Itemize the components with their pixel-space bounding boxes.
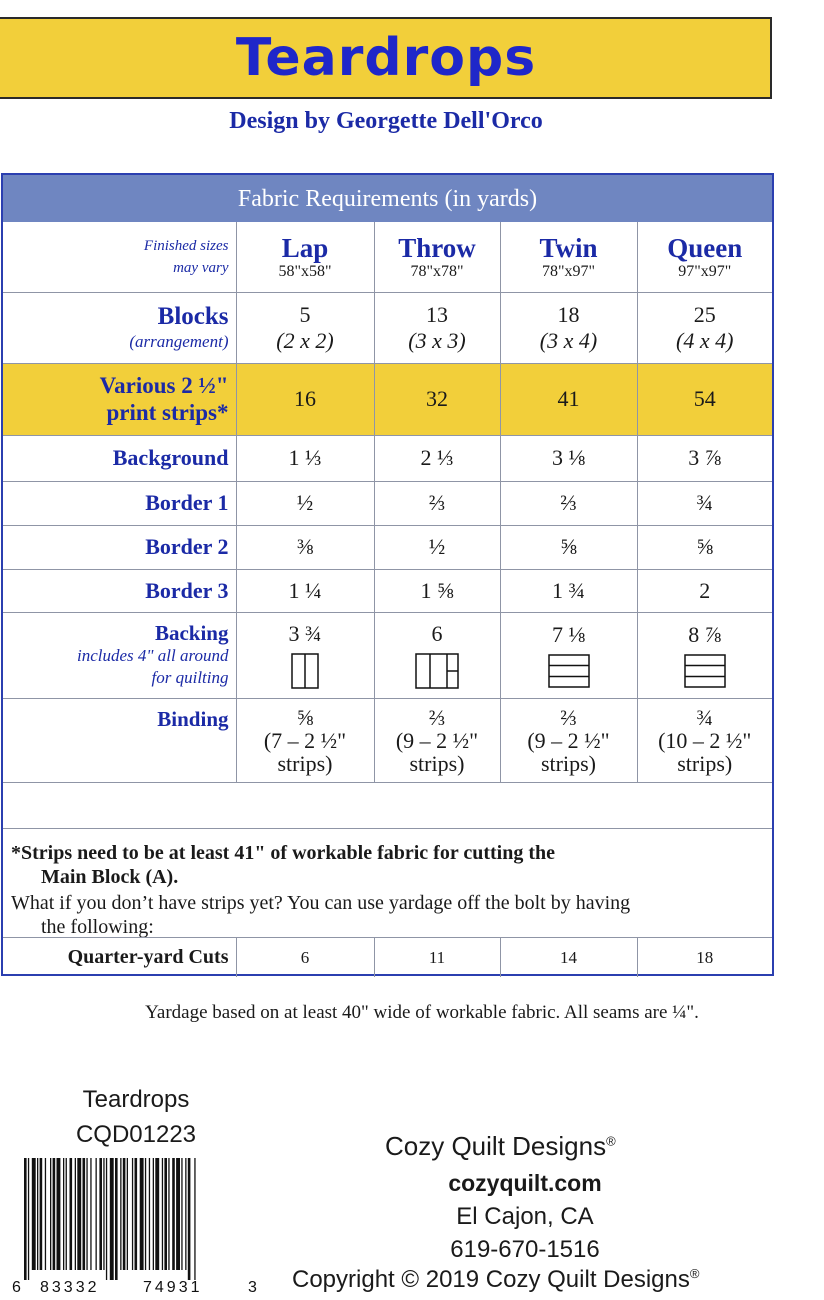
backing-label: Backing [154,621,229,645]
blocks-cell [374,292,500,363]
barcode-bar [24,1158,27,1280]
border-3-label: Border 3 [3,569,236,612]
barcode-bar [57,1158,61,1270]
barcode-icon [8,1158,264,1296]
backing-cell [236,612,374,698]
size-name: Twin [539,232,598,263]
backing-value: 6 [431,621,443,646]
yardage-value: 2 ⅓ [374,435,500,481]
barcode-bar [90,1158,91,1270]
size-note-line-1: Finished sizes [143,237,229,254]
requirements-grid [3,222,772,783]
company-name [385,1131,616,1162]
product-code: CQD01223 [75,1121,197,1148]
barcode-digits-right: 74931 [143,1279,203,1296]
strips-label-cell [3,363,236,435]
yardage-value: 1 ⅓ [236,435,374,481]
binding-amount: ⅔ [428,704,446,730]
yardage-value: ⅜ [236,525,374,569]
barcode-bar [145,1158,146,1270]
binding-strips: (9 – 2 ½" [527,727,610,753]
backing-value: 7 ⅛ [552,622,585,647]
copyright-registered-mark: ® [689,1266,700,1281]
barcode-bar [99,1158,102,1270]
yardage-value: ⅔ [374,481,500,525]
yardage-value: 3 ⅞ [637,435,772,481]
barcode-bar [127,1158,128,1270]
binding-cell [374,698,500,782]
barcode-bar [120,1158,121,1270]
block-count: 25 [693,301,716,327]
size-note-cell [3,222,236,292]
blocks-sublabel: (arrangement) [129,331,229,351]
quarter-yard-value: 14 [500,938,637,978]
fabric-requirements-table [1,173,774,976]
strips-value: 41 [500,363,637,435]
barcode-bar [103,1158,104,1270]
blocks-label-cell [3,292,236,363]
barcode-bar [106,1158,107,1280]
barcode-bar [53,1158,56,1270]
barcode-bar [168,1158,169,1270]
binding-strips: (9 – 2 ½" [395,727,479,753]
barcode-bar [140,1158,144,1270]
barcode-bar [153,1158,154,1270]
barcode-bar [75,1158,76,1270]
barcode-digit-lead: 6 [12,1279,21,1296]
barcode-bar [176,1158,180,1270]
table-header: Fabric Requirements (in yards) [3,175,772,222]
size-dims: 97"x97" [678,262,732,280]
barcode-bar [155,1158,159,1270]
blocks-cell [236,292,374,363]
binding-strips: (10 – 2 ½" [658,727,752,753]
barcode-bar [115,1158,118,1280]
company-name-text: Cozy Quilt Designs [385,1131,607,1161]
barcode-bar [66,1158,67,1270]
strips-note [3,828,772,937]
barcode-bar [172,1158,175,1270]
size-name: Queen [667,232,743,263]
blocks-row [3,292,772,363]
barcode-bar [132,1158,133,1270]
quarter-yard-table [3,937,772,977]
three-vertical-panel-diagram-icon [415,653,459,689]
barcode-bar [77,1158,81,1270]
strips-note-line-1: *Strips need to be at least 41" of workable fabric for cutting the [11,842,556,864]
background-label: Background [3,435,236,481]
size-dims: 58"x58" [278,262,332,280]
yardage-value: ⅝ [637,525,772,569]
company-city: El Cajon, CA [456,1203,594,1230]
strips-row [3,363,772,435]
barcode-bar [63,1158,64,1270]
barcode-bar [50,1158,51,1270]
yardage-question-line-2: the following: [41,916,154,938]
barcode-bar [32,1158,36,1270]
block-arrangement: (4 x 4) [676,327,734,353]
barcode-bar [162,1158,163,1270]
binding-label: Binding [157,706,229,731]
barcode-bar [86,1158,87,1270]
backing-value: 3 ¾ [288,621,322,646]
border-1-row [3,481,772,525]
block-count: 18 [557,301,580,327]
backing-sub-1: includes 4" all around [77,646,229,665]
barcode-bar [123,1158,126,1270]
quarter-yard-row [3,938,772,978]
barcode-digit-check: 3 [248,1279,257,1296]
binding-cell [236,698,374,782]
background-row [3,435,772,481]
barcode-bar [40,1158,43,1270]
border-2-row [3,525,772,569]
border-3-row [3,569,772,612]
yardage-value: 3 ⅛ [500,435,637,481]
company-phone: 619-670-1516 [450,1236,600,1263]
binding-strips-end: strips) [541,750,596,776]
block-count: 5 [299,301,311,327]
barcode-bar [194,1158,195,1280]
backing-value: 8 ⅞ [688,622,722,647]
barcode-bar [188,1158,191,1280]
pattern-title: Teardrops [235,28,537,88]
backing-sub-2: for quilting [151,668,229,687]
binding-strips-end: strips) [677,750,733,776]
size-dims: 78"x78" [410,262,464,280]
size-note-line-2: may vary [173,259,229,276]
two-panel-diagram-icon [291,653,319,689]
three-horizontal-panel-diagram-icon [548,654,590,688]
block-arrangement: (3 x 4) [539,327,598,353]
barcode-bar [110,1158,114,1280]
quarter-yard-label: Quarter-yard Cuts [3,938,236,978]
yardage-value: ½ [374,525,500,569]
barcode-bar [37,1158,38,1270]
barcode-bar [181,1158,182,1270]
size-name: Lap [281,232,329,263]
barcode-bar [135,1158,138,1270]
yardage-note: Yardage based on at least 40" wide of workable fabric. All seams are ¼". [145,1002,699,1023]
backing-row [3,612,772,698]
binding-amount: ¾ [696,704,713,730]
barcode-bar [28,1158,29,1280]
backing-cell [637,612,772,698]
binding-row [3,698,772,782]
yardage-value: ⅔ [500,481,637,525]
binding-label-cell [3,698,236,782]
binding-cell [500,698,637,782]
three-horizontal-panel-diagram-icon [684,654,726,688]
border-2-label: Border 2 [3,525,236,569]
binding-strips: (7 – 2 ½" [263,727,347,753]
barcode-bar [83,1158,86,1270]
size-twin [500,222,637,292]
block-arrangement: (3 x 3) [408,327,466,353]
block-arrangement: (2 x 2) [276,327,334,353]
sizes-row [3,222,772,292]
quarter-yard-value: 6 [236,938,374,978]
size-lap [236,222,374,292]
barcode-bars [24,1158,196,1280]
strips-label-line-2: print strips* [106,400,229,425]
blocks-cell [637,292,772,363]
backing-label-cell [3,612,236,698]
yardage-value: 2 [637,569,772,612]
yardage-value: ⅝ [500,525,637,569]
backing-cell [500,612,637,698]
barcode-digits-left: 83332 [40,1279,100,1296]
designer-credit: Design by Georgette Dell'Orco [229,108,543,134]
binding-amount: ⅔ [560,704,577,730]
yardage-value: ½ [236,481,374,525]
strips-value: 32 [374,363,500,435]
barcode-bar [164,1158,167,1270]
product-name: Teardrops [82,1086,190,1113]
blocks-cell [500,292,637,363]
quarter-yard-value: 11 [374,938,500,978]
yardage-question-line-1: What if you don’t have strips yet? You can use yardage off the bolt by having [11,892,631,914]
yardage-value: 1 ¾ [500,569,637,612]
strips-label-line-1: Various 2 ½" [99,373,229,398]
barcode-bar [45,1158,46,1270]
yardage-value: ¾ [637,481,772,525]
barcode-bar [185,1158,186,1270]
barcode-bar [96,1158,97,1270]
binding-cell [637,698,772,782]
yardage-value: 1 ¼ [236,569,374,612]
copyright-text: Copyright © 2019 Cozy Quilt Designs [292,1266,690,1293]
binding-strips-end: strips) [409,750,465,776]
block-count: 13 [426,301,448,327]
blocks-label: Blocks [157,302,229,330]
strips-value: 16 [236,363,374,435]
backing-cell [374,612,500,698]
yardage-value: 1 ⅝ [374,569,500,612]
copyright [292,1266,699,1294]
strips-value: 54 [637,363,772,435]
size-throw [374,222,500,292]
border-1-label: Border 1 [3,481,236,525]
binding-amount: ⅝ [296,704,314,730]
size-name: Throw [398,232,476,263]
registered-mark: ® [606,1133,616,1149]
barcode-bar [70,1158,73,1270]
quarter-yard-value: 18 [637,938,772,978]
size-queen [637,222,772,292]
company-website: cozyquilt.com [448,1170,602,1196]
binding-strips-end: strips) [277,750,333,776]
barcode-bar [149,1158,150,1270]
strips-note-line-2: Main Block (A). [41,866,179,888]
size-dims: 78"x97" [541,262,596,280]
